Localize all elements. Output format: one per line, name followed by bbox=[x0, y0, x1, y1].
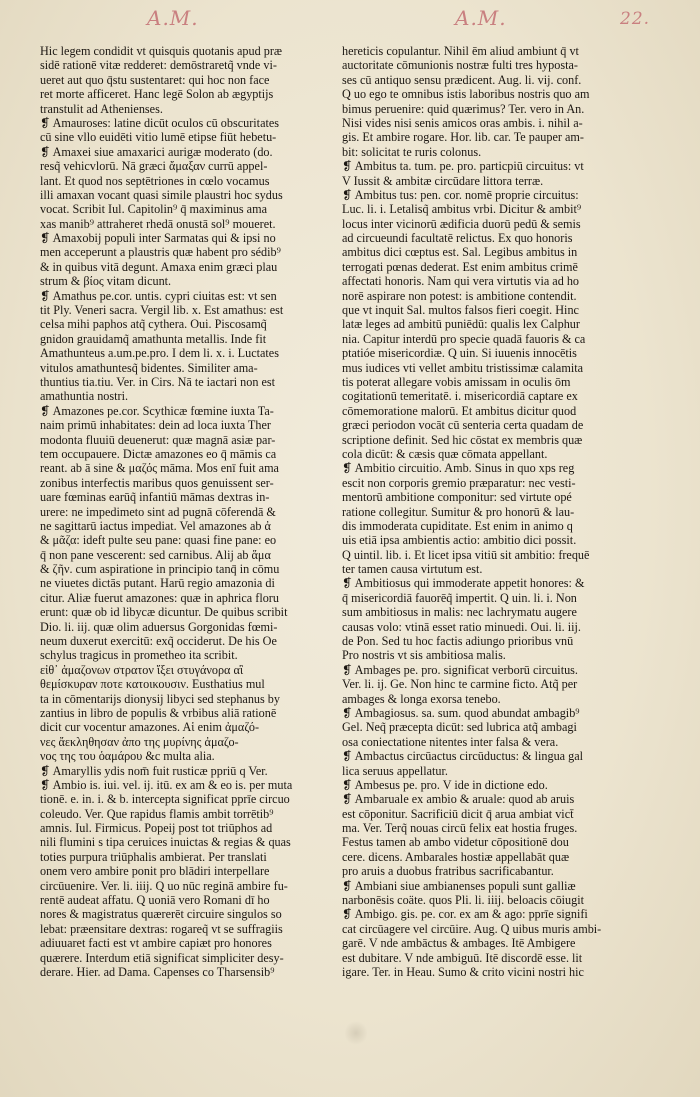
text-line: ❡ Ambitio circuitio. Amb. Sinus in quo xps reg bbox=[342, 461, 575, 476]
text-line: thuntius tia.tiu. Ver. in Cirs. Nā te iactari non est bbox=[40, 374, 276, 389]
text-line: toties purpura triūphalis ambierat. Per translati bbox=[40, 849, 267, 864]
text-line: cōmemoratione malorū. Et ambitus dicitur quod bbox=[342, 403, 577, 418]
text-line: causas volo: vtinā esset ratio minuedi. Oui. li. iij. bbox=[342, 619, 581, 634]
text-line: celsa mihi paphos atq̃ cythera. Oui. Piscosamq̃ bbox=[40, 317, 267, 332]
text-line: ❡ Ambagiosus. sa. sum. quod abundat ambagib⁹ bbox=[342, 705, 580, 720]
text-line: ❡ Ambaruale ex ambio & aruale: quod ab aruis bbox=[342, 792, 575, 807]
text-line: Amathunteus a.um.pe.pro. I dem li. x. i. Luctates bbox=[40, 346, 279, 361]
text-line: Festus tamen ab ambo videtur cōpositionē dou bbox=[342, 835, 569, 850]
text-line: Dio. li. iij. quæ olim aduersus Gorgonidas fœmi- bbox=[40, 619, 278, 634]
text-line: q̄ non pane vescerent: sed carnibus. Alij ab ἅμα bbox=[40, 547, 271, 562]
text-line: ❡ Ambactus circūactus circūductus: & lingua gal bbox=[342, 749, 584, 764]
text-line: tem occupauere. Dictæ amazones eo q̄ māmis ca bbox=[40, 446, 277, 461]
text-line: lebat: præensitare dextras: rogareq̃ vt se suffragiis bbox=[40, 921, 283, 936]
text-line: ❡ Ambages pe. pro. significat verborū circuitus. bbox=[342, 662, 578, 677]
text-line: ❡ Ambesus pe. pro. V ide in dictione edo. bbox=[342, 777, 548, 792]
text-line: strum & βίος vitam dicunt. bbox=[40, 274, 172, 289]
text-line: reant. ab ā sine & μαζός māma. Mos enī fuit ama bbox=[40, 461, 279, 476]
text-line: cere. dicens. Ambarales hostiæ appellabāt quæ bbox=[342, 849, 570, 864]
text-line: & ζῆν. cum aspiratione in principio tanq̄ in cōmu bbox=[40, 562, 280, 577]
text-line: men acceperunt a plaustris quæ habent pro sédib⁹ bbox=[40, 245, 281, 260]
text-line: νος της του ὁαμάρου &c multa alia. bbox=[40, 749, 215, 764]
text-line: osa coniectatione nitentes inter falsa & vera. bbox=[342, 734, 559, 749]
text-line: sum ambitiosus in malis: nec lachrymatu augere bbox=[342, 605, 577, 620]
text-line: mentorū ambitione componitur: sed virtute opé bbox=[342, 490, 572, 505]
text-line: ad circueundi facultatē relictus. Ex quo honoris bbox=[342, 231, 573, 246]
text-line: Ver. li. ij. Ge. Non hinc te carmine ficto. Atq̃ per bbox=[342, 677, 578, 692]
text-line: norē aspirare non potest: is ambitione contendit. bbox=[342, 288, 577, 303]
text-line: lica seruus appellatur. bbox=[342, 763, 448, 778]
text-line: ❡ Amauroses: latine dicūt oculos cū obscuritates bbox=[40, 115, 280, 130]
text-line: lant. Et quod nos septētriones in cœlo vocamus bbox=[40, 173, 270, 188]
text-line: vocat. Scribit Iul. Capitolin⁹ q̄ maximinus ama bbox=[40, 202, 267, 217]
text-line: erunt: quæ ob id libycæ dicuntur. De quibus scribit bbox=[40, 605, 288, 620]
text-line: tionē. e. in. i. & b. intercepta significat pprīe circuo bbox=[40, 792, 290, 807]
text-line: citur. Aliæ fuerut amazones: quæ in aphrica floru bbox=[40, 590, 279, 605]
header-mark-left: A.M. bbox=[147, 6, 199, 30]
paper-smudge bbox=[345, 1020, 367, 1046]
text-line: ses cū antiquo sensu prædicent. Aug. li. vij. conf. bbox=[342, 72, 582, 87]
text-line: adiuuaret facti est vt ambire capiæt pro honores bbox=[40, 936, 272, 951]
text-line: θεμίσκυραν ποτε κατοικουσιν. Eusthatius mul bbox=[40, 677, 265, 692]
text-line: cat circūagere vel circūire. Aug. Q uibus muris ambi- bbox=[342, 921, 602, 936]
page-number: 22. bbox=[620, 9, 651, 29]
text-line: coleudo. Ver. Que rapidus flamis ambit torrētib⁹ bbox=[40, 806, 274, 821]
text-line: ter tamen causa virtutum est. bbox=[342, 562, 483, 577]
text-line: transtulit ad Athenienses. bbox=[40, 101, 163, 116]
text-line: εἰθ᾽ ἀμαζονων στρατον ἵξει στυγάνορα αἳ bbox=[40, 662, 244, 677]
text-line: est dubitare. V nde ambiguū. Itē discordē esse. lit bbox=[342, 950, 583, 965]
text-line: ❡ Ambigo. gis. pe. cor. ex am & ago: pprīe signifi bbox=[342, 907, 588, 922]
text-line: V Iussit & ambitæ circūdare littora terræ. bbox=[342, 173, 544, 188]
text-line: sidē rationē vitæ redderet: demōstraretq̃ vnde vi- bbox=[40, 58, 277, 73]
text-line: ratione collegitur. Sumitur & pro honorū & lau- bbox=[342, 504, 575, 519]
text-line: ❡ Amaxobij populi inter Sarmatas qui & ipsi no bbox=[40, 231, 276, 246]
text-line: ueret aut quo q̄stu sustentaret: qui hoc non face bbox=[40, 72, 270, 87]
text-line: ret morte afficeret. Hanc legē Solon ab ægyptijs bbox=[40, 87, 274, 102]
text-line: & μᾶζα: ideft pulte seu pane: quasi fine pane: eo bbox=[40, 533, 277, 548]
text-line: scriptione definit. Sed hic cōstat ex membris quæ bbox=[342, 432, 583, 447]
text-line: ambitus dici cœptus est. Sal. Legibus ambitus in bbox=[342, 245, 578, 260]
text-line: pro aruis a duobus fratribus sacrificabantur. bbox=[342, 864, 554, 879]
header-mark-middle: A.M. bbox=[455, 6, 507, 30]
text-line: ❡ Amaryllis ydis nom̄ fuit rusticæ ppriū q Ver. bbox=[40, 763, 268, 778]
text-line: Gel. Neq̃ præcepta dicūt: sed lubrica atq̃ ambagi bbox=[342, 720, 577, 735]
text-line: igare. Ter. in Heau. Sumo & crito vicini nostri hic bbox=[342, 965, 584, 979]
text-line: circūuenire. Ver. li. iiij. Q uo nūc reginā ambire fu- bbox=[40, 878, 288, 893]
left-text-column bbox=[40, 44, 332, 979]
text-line: auctoritate cōmunionis nostræ fulti tres hyposta- bbox=[342, 58, 578, 73]
text-line: q̄ misericordiā fauorēq̃ impertit. Q uin. li. i. Non bbox=[342, 590, 577, 605]
text-line: uis etiā ipsa ambientis actio: ambitio dici possit. bbox=[342, 533, 577, 548]
text-line: ma. Ver. Terq̃ nouas circū felix eat hostia fruges. bbox=[342, 821, 578, 836]
text-line: ❡ Ambitus ta. tum. pe. pro. particpiū circuitus: vt bbox=[342, 159, 584, 174]
right-text-column bbox=[342, 44, 644, 979]
text-line: mus iudices vti vellet ambitu tristissimæ calamita bbox=[342, 360, 584, 375]
text-line: derare. Hier. ad Dama. Capenses co Tharsensib⁹ bbox=[40, 965, 275, 979]
text-line: nores & magistratus quærerēt circuire singulos so bbox=[40, 907, 282, 922]
text-line: gis. Et ambire rogare. Hor. lib. car. Te pauper am- bbox=[342, 130, 584, 145]
text-line: terrogati pœnas dederat. Est enim ambitus crimē bbox=[342, 259, 578, 274]
text-line: naim primū inhabitates: dein ad loca iuxta Ther bbox=[40, 418, 271, 433]
text-line: ❡ Amaxei siue amaxarici aurigæ moderato (do. bbox=[40, 144, 273, 159]
text-line: Q uintil. lib. i. Et licet ipsa vitiū sit ambitio: frequē bbox=[342, 547, 590, 562]
text-line: ne sagittarū iactus impediat. Vel amazones ab ἀ bbox=[40, 518, 271, 533]
text-line: ❡ Ambitiosus qui immoderate appetit honores: & bbox=[342, 576, 585, 591]
text-line: nia. Capitur interdū pro specie quadā fauoris & ca bbox=[342, 331, 586, 346]
text-line: amnis. Iul. Firmicus. Popeij post tot triūphos ad bbox=[40, 821, 273, 836]
text-line: tit Ply. Veneri sacra. Vergil lib. x. Est amathus: est bbox=[40, 303, 284, 318]
text-line: quærere. Interdum etiā significat simpliciter desy- bbox=[40, 950, 284, 965]
text-line: escit non corporis gremio præparatur: nec vesti- bbox=[342, 475, 576, 490]
text-line: hereticis copulantur. Nihil ēm aliud ambiunt q̄ vt bbox=[342, 44, 579, 58]
text-line: de Pon. Sed tu hoc factis adiungo prioribus vnū bbox=[342, 634, 574, 649]
text-line: zonibus interfectis maribus quos genuissent ser- bbox=[40, 475, 274, 490]
text-line: dicit cur vocentur amazones. Aἱ enim ἀμαζό- bbox=[40, 720, 260, 735]
text-line: Pro nostris vt sis ambitiosa malis. bbox=[342, 648, 506, 663]
text-line: amathuntia nostri. bbox=[40, 389, 129, 404]
text-line: ne viuetes dictās putant. Harū regio amazonia di bbox=[40, 576, 275, 591]
text-line: cū sine vllo euidēti vitio lumē etipse fiūt hebetu- bbox=[40, 130, 277, 145]
text-line: affectati honoris. Nam qui vera virtutis via ad ho bbox=[342, 274, 580, 289]
text-line: vitulos amathuntesq̃ bidentes. Similiter ama- bbox=[40, 360, 258, 375]
text-line: cola dicūt: & cæsis quæ cōmata appellant. bbox=[342, 446, 548, 461]
text-line: illi amaxan vocant quasi simile plaustri hoc sydus bbox=[40, 187, 283, 202]
text-line: ❡ Amazones pe.cor. Scythicæ fœmine iuxta Ta- bbox=[40, 403, 274, 418]
text-line: tis poterat allegare vobis amissam in oculis ōm bbox=[342, 374, 571, 389]
text-line: ptatióe misericordiæ. Q uin. Si iuuenis innocētis bbox=[342, 346, 577, 361]
text-line: cogitationū temeritatē. i. misericordiā captare ex bbox=[342, 389, 578, 404]
text-line: schylus tragicus in prometheo ita scribit. bbox=[40, 648, 238, 663]
text-line: ta in cōmentarijs dionysij libyci sed stephanus by bbox=[40, 691, 280, 706]
text-line: neum duxerut exercitū: exq̃ occiderut. De his Oe bbox=[40, 634, 277, 649]
text-line: Hic legem condidit vt quisquis quotanis apud præ bbox=[40, 44, 283, 58]
text-line: gnidon grauidamq̃ amathunta metallis. Inde fit bbox=[40, 331, 267, 346]
text-line: modonta fluuiū deuenerut: quæ magnā asiæ par- bbox=[40, 432, 276, 447]
text-line: que vt inquit Sal. multos falsos fieri coegit. Hinc bbox=[342, 303, 579, 318]
text-line: bit: solicitat te ruris colonus. bbox=[342, 144, 482, 159]
text-line: rentē audeat affatu. Q uoniā vero Romani dī ho bbox=[40, 893, 270, 908]
text-line: Q uo ego te omnibus istis laboribus nostris quo am bbox=[342, 87, 590, 102]
text-line: latæ leges ad ambitū puniēdū: qualis lex Calphur bbox=[342, 317, 580, 332]
text-line: narbonēsis coäte. quos Pli. li. iiij. beloacis cōiugit bbox=[342, 893, 585, 908]
text-line: νες ἄεκληθησαν ἀπο της μυρίνης ἀμαζο- bbox=[40, 734, 239, 749]
text-line: & in quibus vitā degunt. Amaxa enim græci plau bbox=[40, 259, 278, 274]
text-line: ambages & longa exorsa tenebo. bbox=[342, 691, 501, 706]
text-line: locus inter vicinorū ædificia duorū pedū & semis bbox=[342, 216, 581, 231]
text-line: Luc. li. i. Letalisq̃ ambitus vrbi. Dicitur & ambit⁹ bbox=[342, 202, 582, 217]
text-line: onem vero ambire ponit pro blādiri interpellare bbox=[40, 864, 270, 879]
text-line: Nisi vides nisi senis amicos oras ambis. i. nihil a- bbox=[342, 115, 583, 130]
text-line: est cōponitur. Sacrificiū dicit q̄ arua ambiat vict̄ bbox=[342, 806, 574, 821]
text-line: dis immoderata cupiditate. Est enim in animo q bbox=[342, 518, 573, 533]
text-line: zantius in libro de populis & vrbibus aliā rationē bbox=[40, 705, 277, 720]
text-line: ❡ Ambitus tus: pen. cor. nomē proprie circuitus: bbox=[342, 187, 579, 202]
text-line: græci periodon vocāt cū senteria certa quadam de bbox=[342, 418, 584, 433]
text-line: uare fœminas earūq̃ infantiū māmas dextras in- bbox=[40, 490, 270, 505]
text-line: bimus peruenire: quid quærimus? Ter. vero in An. bbox=[342, 101, 585, 116]
text-line: garē. V nde ambāctus & ambages. Itē Ambigere bbox=[342, 936, 576, 951]
text-line: xas manib⁹ attraheret rhedā onustā sol⁹ moueret. bbox=[40, 216, 276, 231]
text-line: ❡ Amathus pe.cor. untis. cypri ciuitas est: vt sen bbox=[40, 288, 277, 303]
text-line: resq̃ vehicvlorū. Nā græci ἄμαξαν currū appel- bbox=[40, 159, 268, 174]
text-line: urere: ne impedimeto sint ad pugnā cōferendā & bbox=[40, 504, 276, 519]
text-line: ❡ Ambiani siue ambianenses populi sunt galliæ bbox=[342, 878, 576, 893]
text-line: ❡ Ambio is. iui. vel. ij. itū. ex am & eo is. per muta bbox=[40, 777, 293, 792]
text-line: nili flumini s tipa ceruices inuictas & regias & quas bbox=[40, 835, 291, 850]
